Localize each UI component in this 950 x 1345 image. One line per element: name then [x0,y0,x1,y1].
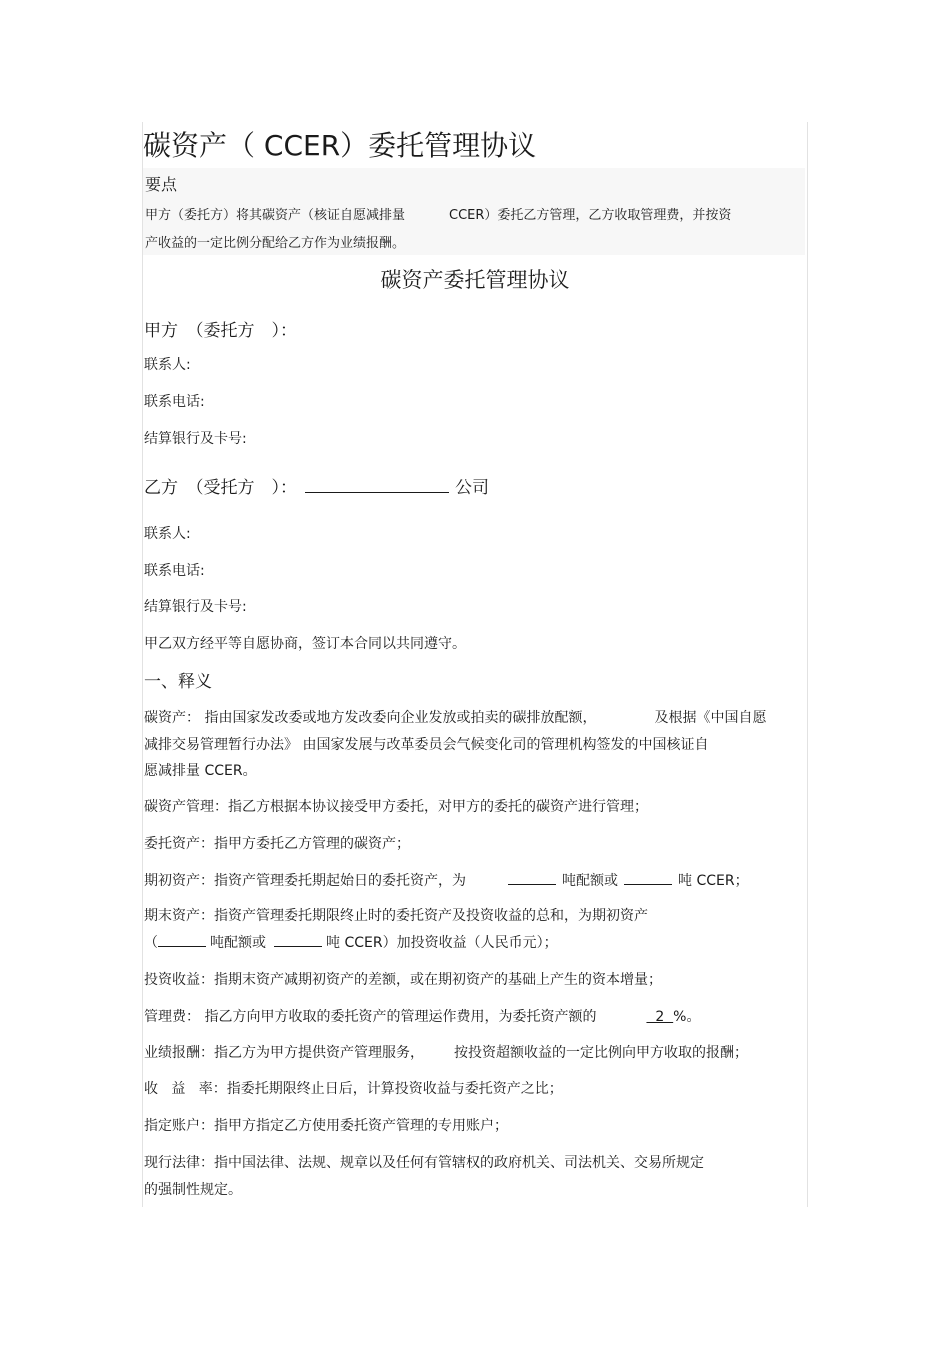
def-carbon-asset-line-2: 减排交易管理暂行办法》 由国家发展与改革委员会气候变化司的管理机构签发的中国核证自 [144,737,709,753]
contract-title: 碳资产委托管理协议 [380,268,570,292]
party-b-label: 乙方 （受托方 ）： [144,478,297,498]
def-final-asset-b: 吨配额或 [210,935,266,951]
def-management-fee-b: %。 [673,1009,701,1025]
def-final-asset-c: 吨 CCER）加投资收益（人民币元）； [326,935,558,951]
def-current-law-line-1: 现行法律：指中国法律、法规、规章以及任何有管辖权的政府机关、司法机关、交易所规定 [144,1155,704,1171]
def-asset-management: 碳资产管理：指乙方根据本协议接受甲方委托，对甲方的委托的碳资产进行管理； [144,799,648,815]
section-1-heading: 一、释义 [144,672,212,692]
def-performance-fee [144,1042,748,1062]
def-initial-asset [144,870,749,890]
summary-heading: 要点 [145,175,178,194]
def-designated-account: 指定账户：指甲方指定乙方使用委托资产管理的专用账户； [144,1118,508,1134]
party-b-company-blank [305,478,449,493]
document-title: 碳资产（ CCER）委托管理协议 [143,129,537,162]
party-b-contact: 联系人: [144,526,191,542]
def-final-asset-line-1: 期末资产：指资产管理委托期限终止时的委托资产及投资收益的总和，为期初资产 [144,908,648,924]
initial-ccer-blank [624,870,672,885]
agreement-line: 甲乙双方经平等自愿协商，签订本合同以共同遵守。 [144,636,466,652]
def-entrusted-asset: 委托资产：指甲方委托乙方管理的碳资产； [144,836,410,852]
summary-line-2: 产收益的一定比例分配给乙方作为业绩报酬。 [145,236,406,251]
def-carbon-asset-line-1a: 碳资产： 指由国家发改委或地方发改委向企业发放或拍卖的碳排放配额， [144,710,597,726]
summary-line-1a: 甲方（委托方）将其碳资产（核证自愿减排量 [145,208,406,223]
def-final-asset-a: （ [144,935,158,951]
party-b-line [144,473,489,498]
def-current-law-line-2: 的强制性规定。 [144,1182,242,1198]
party-b-company-suffix: 公司 [455,478,489,498]
def-yield-rate: 收 益 率：指委托期限终止日后，计算投资收益与委托资产之比； [144,1081,563,1097]
final-quota-blank [158,932,206,947]
def-initial-asset-b: 吨配额或 [562,873,618,889]
summary-line-1 [145,204,731,223]
def-carbon-asset-line-1b: 及根据《中国自愿 [654,710,767,726]
def-investment-return: 投资收益：指期末资产减期初资产的差额，或在期初资产的基础上产生的资本增量； [144,972,662,988]
summary-box [143,168,805,255]
def-carbon-asset-line-3: 愿减排量 CCER。 [144,763,257,779]
party-a-label: 甲方 （委托方 ）： [144,321,297,341]
def-carbon-asset-line-1 [144,707,766,727]
def-management-fee [144,1006,700,1026]
party-b-phone: 联系电话: [144,563,205,579]
def-final-asset-line-2 [144,932,558,952]
management-fee-rate: 2 [646,1009,674,1025]
def-initial-asset-c: 吨 CCER； [678,873,749,889]
party-b-bank: 结算银行及卡号: [144,599,247,615]
def-performance-fee-a: 业绩报酬：指乙方为甲方提供资产管理服务， [144,1045,424,1061]
initial-quota-blank [508,870,556,885]
party-a-bank: 结算银行及卡号: [144,431,247,447]
final-ccer-blank [274,932,322,947]
summary-line-1b: CCER）委托乙方管理，乙方收取管理费，并按资 [449,208,732,223]
party-a-contact: 联系人: [144,357,191,373]
party-a-phone: 联系电话: [144,394,205,410]
def-management-fee-a: 管理费： 指乙方向甲方收取的委托资产的管理运作费用，为委托资产额的 [144,1009,597,1025]
def-initial-asset-a: 期初资产：指资产管理委托期起始日的委托资产，为 [144,873,466,889]
def-performance-fee-b: 按投资超额收益的一定比例向甲方收取的报酬； [454,1045,748,1061]
